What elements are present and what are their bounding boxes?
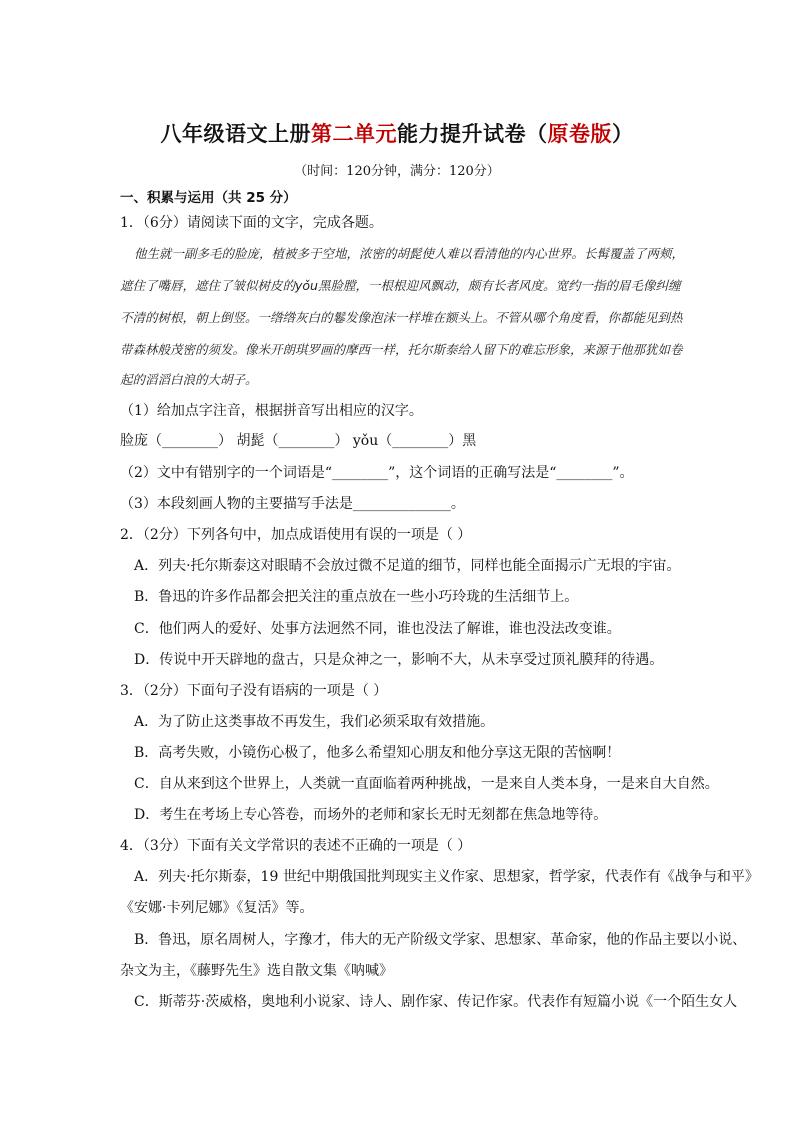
q1-sub3: （3）本段刻画人物的主要描写手法是______________。 — [120, 496, 465, 512]
q2-option-b: B．鲁迅的许多作品都会把关注的重点放在一些小巧玲珑的生活细节上。 — [134, 589, 579, 605]
passage-line: 他生就一副多毛的脸庞，植被多于空地，浓密的胡髭使人难以看清他的内心世界。长髯覆盖了两颊， — [134, 246, 685, 261]
q2-option-a: A．列夫·托尔斯泰这对眼睛不会放过微不足道的细节，同样也能全面揭示广无垠的宇宙。 — [134, 558, 681, 574]
title-part-2: 能力提升试卷（ — [397, 122, 548, 146]
q4-option-a-continued: 《安娜·卡列尼娜》《复活》等。 — [120, 900, 314, 916]
passage-line: 遮住了嘴唇，遮住了皱似树皮的yǒu黑脸膛，一根根迎风飘动，颇有长者风度。宽约一指的眉毛像纠缠 — [120, 278, 681, 293]
q4-stem: 4．（3分）下面有关文学常识的表述不正确的一项是（ ） — [120, 838, 472, 854]
q1-sub1-answer-blanks: 脸庞（________） 胡髭（________） yǒu（________）黑 — [120, 433, 477, 449]
title-part-1: 八年级语文上册 — [160, 122, 311, 146]
q2-option-d: D．传说中开天辟地的盘古，只是众神之一，影响不大，从未享受过顶礼膜拜的待遇。 — [134, 652, 664, 668]
q1-stem: 1．（6分）请阅读下面的文字，完成各题。 — [120, 215, 383, 231]
title-part-3: ） — [612, 122, 634, 146]
q3-option-c: C．自从来到这个世界上，人类就一直面临着两种挑战，一是来自人类本身，一是来自大自然。 — [134, 776, 719, 792]
exam-time-info: （时间：120分钟，满分：120分） — [294, 164, 500, 179]
passage-line: 不清的树根，朝上倒竖。一绺绺灰白的鬈发像泡沫一样堆在额头上。不管从哪个角度看，你都能见到热 — [120, 310, 683, 325]
q2-stem: 2．（2分）下列各句中，加点成语使用有误的一项是（ ） — [120, 527, 472, 543]
passage-line: 带森林般茂密的须发。像米开朗琪罗画的摩西一样，托尔斯泰给人留下的难忘形象，来源于他那犹如卷 — [120, 342, 683, 357]
q4-option-b-continued: 杂文为主，《藤野先生》选自散文集《呐喊》 — [120, 963, 393, 979]
q4-option-a: A．列夫·托尔斯泰，19 世纪中期俄国批判现实主义作家、思想家，哲学家，代表作有《战争与和平》 — [134, 869, 759, 885]
q3-option-a: A．为了防止这类事故不再发生，我们必须采取有效措施。 — [134, 714, 495, 730]
title-unit: 第二单元 — [311, 122, 397, 146]
q3-stem: 3．（2分）下面句子没有语病的一项是（ ） — [120, 683, 388, 699]
q1-sub2: （2）文中有错别字的一个词语是“________”，这个词语的正确写法是“________”。 — [120, 465, 634, 481]
passage-line: 起的滔滔白浪的大胡子。 — [120, 372, 258, 387]
q3-option-d: D．考生在考场上专心答卷，而场外的老师和家长无时无刻都在焦急地等待。 — [134, 807, 608, 823]
q2-option-c: C．他们两人的爱好、处事方法迥然不同，谁也没法了解谁，谁也没法改变谁。 — [134, 621, 621, 637]
page-title — [0, 118, 794, 148]
q4-option-c: C．斯蒂芬·茨威格，奥地利小说家、诗人、剧作家、传记作家。代表作有短篇小说《一个陌生女人 — [134, 994, 738, 1010]
q3-option-b: B．高考失败，小镜伤心极了，他多么希望知心朋友和他分享这无限的苦恼啊！ — [134, 745, 621, 761]
title-version: 原卷版 — [547, 122, 612, 146]
q4-option-b: B．鲁迅，原名周树人，字豫才，伟大的无产阶级文学家、思想家、革命家，他的作品主要以小说、 — [134, 932, 747, 948]
section-heading: 一、积累与运用（共 25 分） — [120, 190, 297, 206]
q1-sub1: （1）给加点字注音，根据拼音写出相应的汉字。 — [120, 403, 423, 419]
